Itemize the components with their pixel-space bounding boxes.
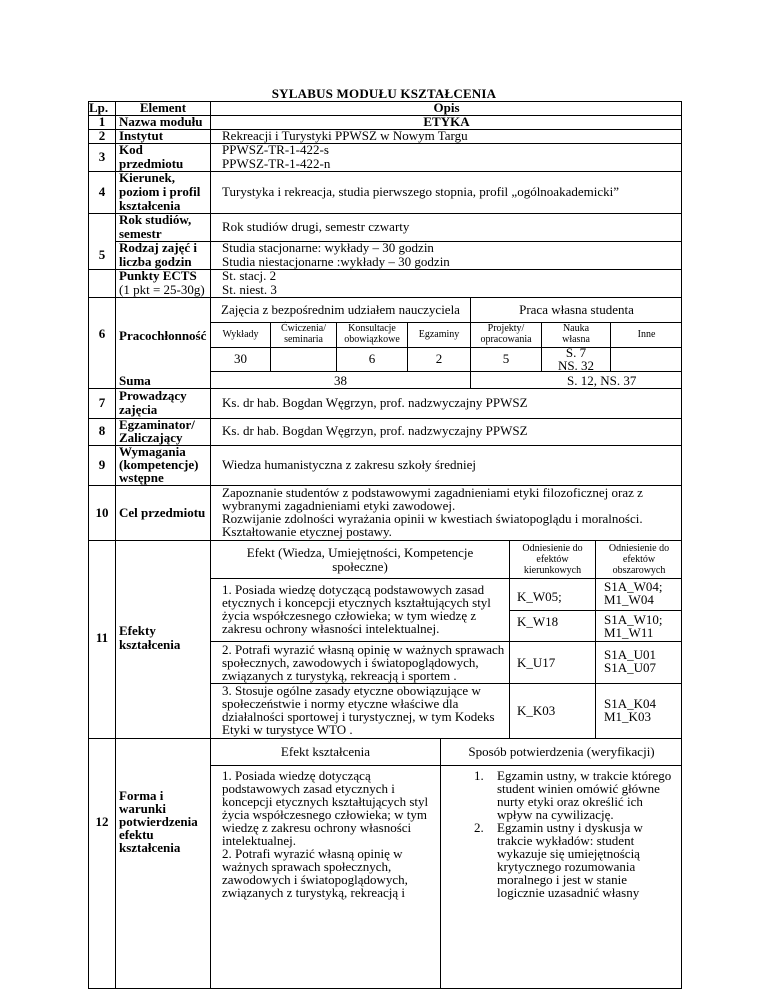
effect-area: S1A_U07 (604, 660, 657, 675)
grid-line (210, 371, 682, 372)
sum-direct: 38 (334, 373, 347, 388)
row-label: Nazwa modułu (119, 114, 203, 129)
col-projects: opracowania (480, 334, 532, 345)
row-label: potwierdzenia (119, 814, 198, 829)
row-label: (kompetencje) (119, 457, 199, 472)
row-label: kształcenia (119, 637, 181, 652)
method-text: Egzamin ustny i dyskusja w (497, 820, 643, 835)
effect-desc: intelektualnej. (222, 833, 297, 848)
row-label: zajęcia (119, 402, 158, 417)
goal-line: Zapoznanie studentów z podstawowymi zagadnieniami etyki filozoficznej oraz z (222, 485, 643, 500)
row-label: Rodzaj zajęć i (119, 240, 197, 255)
row-number: 8 (98, 423, 106, 438)
effect-dir: K_W05; (517, 589, 562, 604)
row-value: St. niest. 3 (222, 282, 277, 297)
header-lp: Lp. (89, 100, 109, 115)
row-number: 12 (95, 814, 109, 829)
row-number: 11 (95, 630, 109, 645)
val-projects: 5 (502, 351, 510, 366)
col-exams: Egzaminy (418, 329, 460, 340)
row-label: Wymagania (119, 444, 186, 459)
col-divider-element (210, 101, 211, 989)
effect-desc: życia współczesnego człowieka; w tym (222, 807, 428, 822)
row-line (88, 143, 682, 144)
row-number: 3 (98, 149, 106, 164)
module-name: ETYKA (423, 114, 470, 129)
effect-dir: K_U17 (517, 655, 556, 670)
method-text: wpływ na cywilizację. (497, 807, 614, 822)
effect-area: M1_K03 (604, 709, 651, 724)
row-label: warunki (119, 801, 166, 816)
head-dir: efektów (536, 554, 569, 565)
col-study: Nauka (562, 323, 590, 334)
row-label: poziom i profil (119, 184, 201, 199)
method-number: 2. (474, 820, 484, 835)
grid-line (509, 610, 682, 611)
row-label: Suma (119, 373, 151, 388)
header-opis: Opis (433, 100, 460, 115)
grid-line (210, 765, 682, 766)
row-number: 1 (98, 114, 106, 129)
col-projects: Projekty/ (487, 323, 525, 334)
val-lectures: 30 (234, 351, 247, 366)
col-lectures: Wykłady (222, 329, 259, 340)
effect-area: S1A_K04 (604, 696, 657, 711)
row-label: Cel przedmiotu (119, 505, 206, 520)
method-text: student winien omówić główne (497, 781, 660, 796)
col-exercises: Ćwiczenia/ (281, 323, 326, 334)
effect-text: życia współczesnego człowieka; w tym wiedzę z (222, 608, 477, 623)
val-exams: 2 (435, 351, 443, 366)
row-label: wstępne (119, 470, 164, 485)
method-text: wykazuje się umiejętnością (497, 846, 640, 861)
head-effect-12: Efekt kształcenia (280, 744, 371, 759)
header-element: Element (139, 100, 187, 115)
effect-text: 2. Potrafi wyrazić własną opinię w ważnych sprawach (222, 642, 505, 657)
row-label: Instytut (119, 128, 164, 143)
row-label: efektu (119, 827, 154, 842)
row-label: semestr (119, 226, 162, 241)
row-label: Punkty ECTS (119, 268, 197, 283)
row-value: Studia niestacjonarne :wykłady – 30 godzin (222, 254, 450, 269)
examiner: Ks. dr hab. Bogdan Węgrzyn, prof. nadzwyczajny PPWSZ (222, 423, 528, 438)
col-study: własna (562, 334, 590, 345)
effect-text: społeczeństwie i normy etyczne właściwe dla (222, 696, 459, 711)
row-number: 2 (98, 128, 106, 143)
row-label: Efekty (119, 623, 156, 638)
row-label: Rok studiów, (119, 212, 192, 227)
effect-text: związanych z turystyką, rekreacją i sportem . (222, 668, 457, 683)
row-label: Zaliczający (119, 430, 183, 445)
row-number: 7 (98, 395, 106, 410)
effect-text: Etyki w turystyce WTO . (222, 722, 353, 737)
effect-text: działalności sportowej i turystycznej, w tym Kodeks (222, 709, 495, 724)
group-direct: Zajęcia z bezpośrednim udziałem nauczyciela (221, 302, 460, 317)
row-number: 9 (98, 457, 106, 472)
val-study: S. 7 (565, 345, 587, 360)
effect-desc: podstawowych zasad etycznych i (222, 781, 395, 796)
col-divider-lp (115, 101, 116, 989)
row-label: przedmiotu (119, 156, 184, 171)
effect-dir: K_K03 (517, 703, 556, 718)
goal-line: Kształtowanie etycznej postawy. (222, 524, 392, 539)
row-label: Forma i (119, 788, 164, 803)
row-label: Kierunek, (119, 170, 175, 185)
val-consult: 6 (368, 351, 376, 366)
col-exercises: seminaria (284, 334, 323, 345)
method-text: nurty etyki oraz określić ich (497, 794, 643, 809)
goal-line: wybranymi zagadnieniami etyki zawodowej. (222, 498, 456, 513)
col-other: Inne (637, 329, 656, 340)
head-effect: społeczne) (332, 559, 388, 574)
grid-line (210, 347, 682, 348)
effect-desc: koncepcji etycznych kształtujących styl (222, 794, 429, 809)
col-consult: obowiązkowe (344, 334, 400, 345)
head-area: obszarowych (612, 565, 666, 576)
effect-desc: 1. Posiada wiedzę dotyczącą (222, 768, 371, 783)
row-label: kształcenia (119, 198, 181, 213)
prerequisites: Wiedza humanistyczna z zakresu szkoły średniej (222, 457, 476, 472)
head-method: Sposób potwierdzenia (weryfikacji) (468, 744, 655, 759)
document-title: SYLABUS MODUŁU KSZTAŁCENIA (271, 86, 497, 101)
effect-text: etycznych i koncepcji etycznych kształtujących styl (222, 595, 491, 610)
effect-desc: wiedzę z zakresu ochrony własności (222, 820, 412, 835)
instructor: Ks. dr hab. Bogdan Węgrzyn, prof. nadzwyczajny PPWSZ (222, 395, 528, 410)
row-label: liczba godzin (119, 254, 192, 269)
effect-desc: zawodowych i światopoglądowych, (222, 872, 408, 887)
val-study: NS. 32 (557, 358, 595, 373)
effect-desc: 2. Potrafi wyrazić własną opinię w (222, 846, 403, 861)
row-value: Rekreacji i Turystyki PPWSZ w Nowym Targu (222, 128, 468, 143)
effect-text: 3. Stosuje ogólne zasady etyczne obowiązujące w (222, 683, 481, 698)
row-value: St. stacj. 2 (222, 268, 277, 283)
effect-area: S1A_U01 (604, 647, 657, 662)
effect-text: 1. Posiada wiedzę dotyczącą podstawowych zasad (222, 582, 485, 597)
head-dir: kierunkowych (523, 565, 582, 576)
row-value: Studia stacjonarne: wykłady – 30 godzin (222, 240, 434, 255)
effect-desc: związanych z turystyką, rekreacją i (222, 885, 405, 900)
effect-area: S1A_W10; (604, 612, 663, 627)
effect-text: społecznych, zawodowych i światopoglądowych, (222, 655, 479, 670)
row-value: Rok studiów drugi, semestr czwarty (222, 219, 410, 234)
row-line (88, 297, 682, 298)
head-dir: Odniesienie do (522, 543, 583, 554)
head-effect: Efekt (Wiedza, Umiejętności, Kompetencje (246, 545, 474, 560)
row-line (88, 171, 682, 172)
row-number: 5 (98, 247, 106, 262)
col-consult: Konsultacje (348, 323, 396, 334)
effect-area: S1A_W04; (604, 579, 663, 594)
head-area: efektów (622, 554, 656, 565)
row-line (88, 738, 682, 739)
row-label: Pracochłonność (119, 328, 207, 343)
effect-dir: K_W18 (517, 614, 559, 629)
method-text: Egzamin ustny, w trakcie którego (497, 768, 672, 783)
group-self: Praca własna studenta (519, 302, 634, 317)
method-number: 1. (474, 768, 484, 783)
row-label: (1 pkt = 25-30g) (119, 282, 205, 297)
row-value: Turystyka i rekreacja, studia pierwszego stopnia, profil „ogólnoakademicki” (222, 184, 619, 199)
row-label: Prowadzący (119, 388, 187, 403)
row-value: PPWSZ-TR-1-422-s (222, 142, 329, 157)
row-number: 6 (98, 326, 106, 341)
row-label: kształcenia (119, 840, 181, 855)
method-text: krytycznego rozumowania (497, 859, 636, 874)
goal-line: Rozwijanie zdolności wyrażania opinii w kwestiach światopoglądu i moralności. (222, 511, 643, 526)
row-number: 10 (95, 505, 109, 520)
sum-self: S. 12, NS. 37 (567, 373, 637, 388)
method-text: moralnego i jest w stanie (497, 872, 627, 887)
row-number: 4 (98, 184, 106, 199)
row-value: PPWSZ-TR-1-422-n (222, 156, 331, 171)
method-text: trakcie wykładów: student (497, 833, 635, 848)
row-label: Kod (119, 142, 143, 157)
method-text: logicznie uzasadnić własny (497, 885, 640, 900)
effect-area: M1_W04 (604, 592, 654, 607)
row-line (88, 540, 682, 541)
grid-line (440, 738, 441, 989)
row-label: Egzaminator/ (119, 417, 195, 432)
effect-desc: ważnych sprawach społecznych, (222, 859, 392, 874)
effect-area: M1_W11 (604, 625, 654, 640)
effect-text: zakresu ochrony własności intelektualnej. (222, 621, 440, 636)
head-area: Odniesienie do (608, 543, 670, 554)
